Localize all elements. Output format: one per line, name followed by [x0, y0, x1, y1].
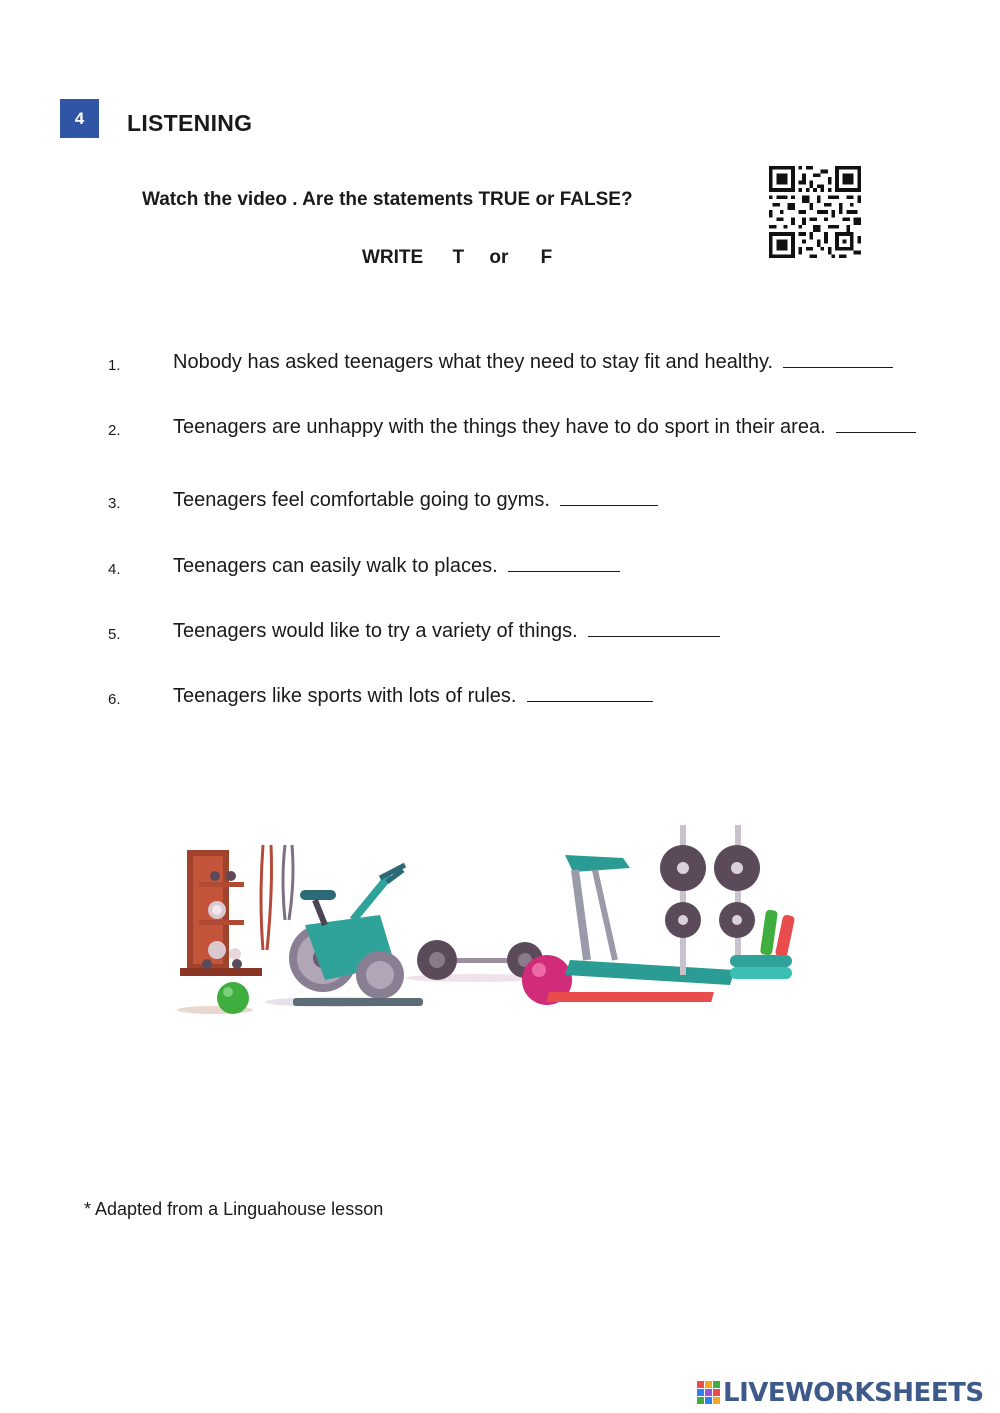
- question-text: [173, 620, 720, 643]
- question-1-text: Nobody has asked teenagers what they need to stay fit and healthy.: [173, 351, 774, 373]
- question-text: [173, 416, 916, 439]
- or-word: or: [489, 247, 509, 268]
- question-2-text: Teenagers are unhappy with the things they have to do sport in their area.: [173, 416, 826, 438]
- false-letter: F: [540, 247, 553, 268]
- liveworksheets-logo-icon: [697, 1381, 721, 1405]
- question-3-text: Teenagers feel comfortable going to gyms.: [173, 489, 550, 511]
- question-text: [173, 489, 658, 512]
- answer-blank-1[interactable]: [783, 366, 893, 368]
- write-label: WRITE: [362, 247, 424, 268]
- question-6-text: Teenagers like sports with lots of rules.: [173, 685, 517, 707]
- liveworksheets-logo-text: LIVEWORKSHEETS: [723, 1378, 984, 1408]
- write-instruction: [362, 247, 552, 269]
- question-number: 3.: [108, 495, 121, 512]
- question-number: 4.: [108, 561, 121, 578]
- liveworksheets-logo: [697, 1378, 984, 1408]
- question-number: 2.: [108, 422, 121, 439]
- question-number: 1.: [108, 357, 121, 374]
- question-text: [173, 351, 893, 374]
- answer-blank-2[interactable]: [836, 431, 916, 433]
- answer-blank-4[interactable]: [508, 570, 620, 572]
- section-title: LISTENING: [127, 110, 253, 136]
- qr-code-image: [769, 166, 861, 258]
- answer-blank-6[interactable]: [527, 700, 653, 702]
- true-letter: T: [452, 247, 465, 268]
- footnote-source: * Adapted from a Linguahouse lesson: [84, 1199, 384, 1219]
- answer-blank-5[interactable]: [588, 635, 720, 637]
- question-text: [173, 685, 653, 708]
- instruction-text: Watch the video . Are the statements TRUE or FALSE?: [142, 189, 633, 210]
- section-number-badge: 4: [60, 99, 99, 138]
- question-number: 6.: [108, 691, 121, 708]
- question-number: 5.: [108, 626, 121, 643]
- gym-equipment-illustration: [175, 820, 800, 1020]
- answer-blank-3[interactable]: [560, 504, 658, 506]
- question-text: [173, 555, 620, 578]
- question-5-text: Teenagers would like to try a variety of things.: [173, 620, 578, 642]
- question-4-text: Teenagers can easily walk to places.: [173, 555, 498, 577]
